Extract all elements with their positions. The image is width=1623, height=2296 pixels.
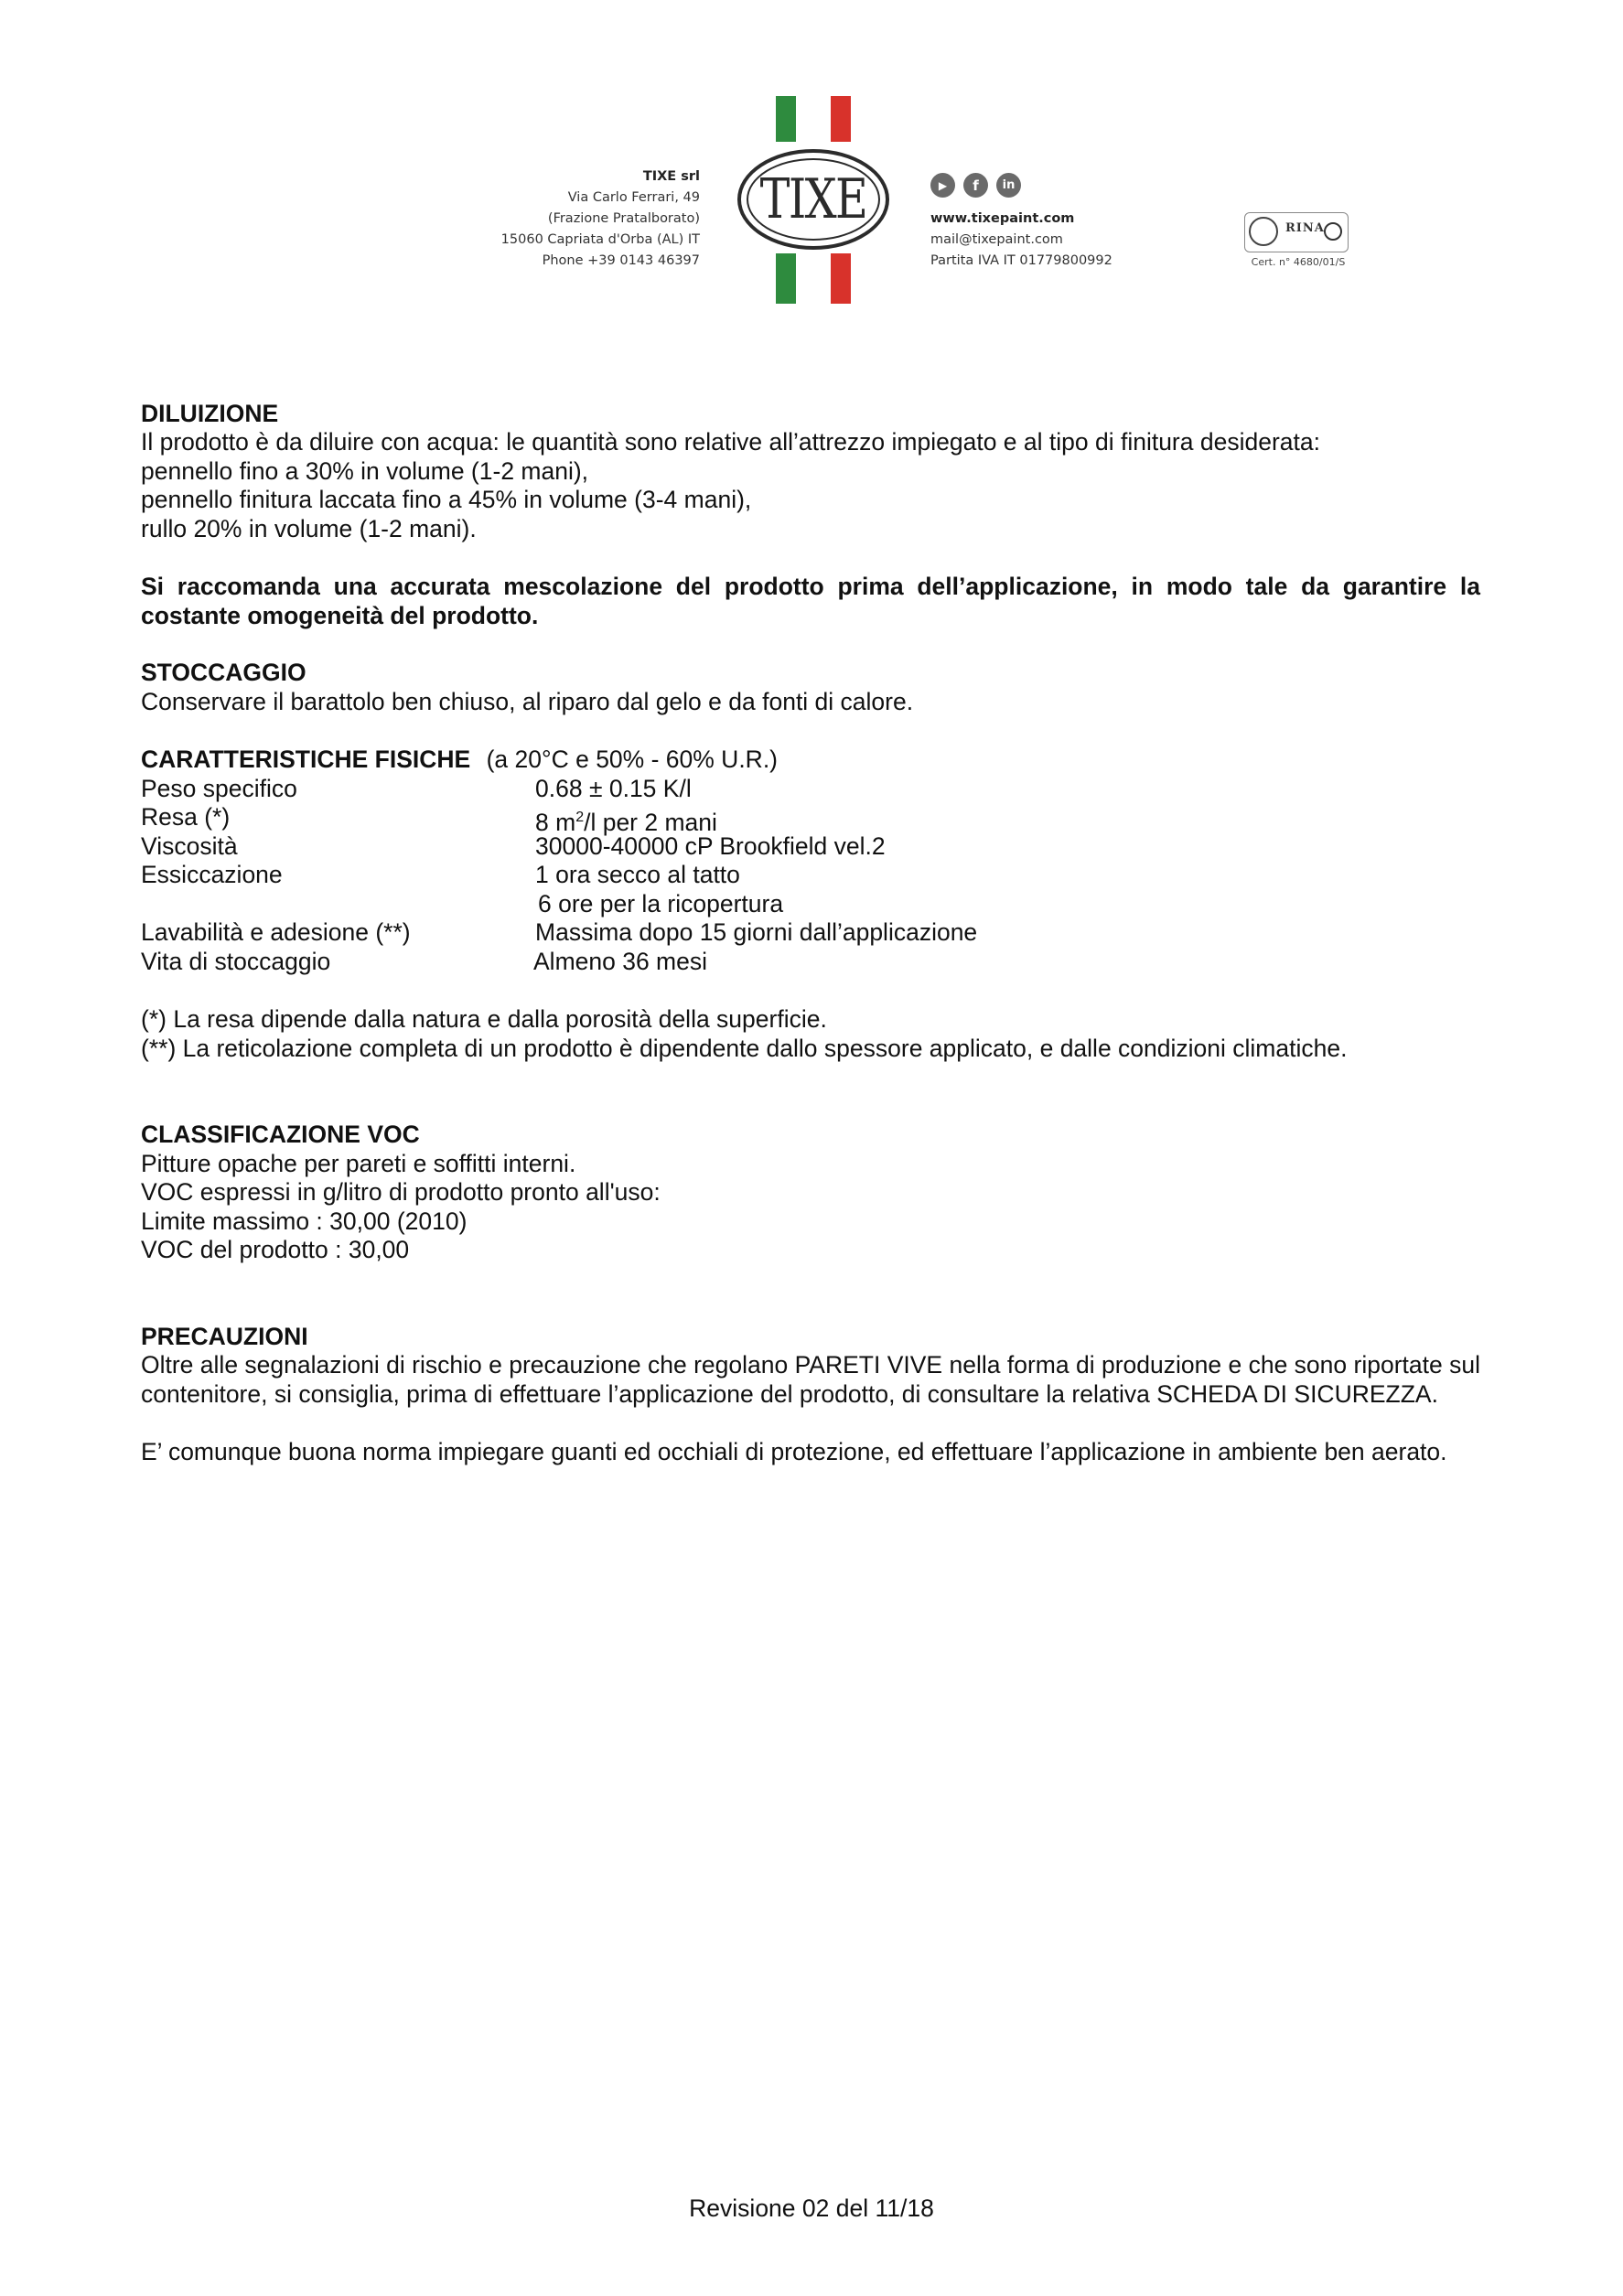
company-contacts (930, 209, 1112, 272)
yield-exponent: 2 (575, 810, 585, 825)
precauzioni-paragraph: Oltre alle segnalazioni di rischio e precauzione che regolano PARETI VIVE nella forma di produzione e che sono riportate sul contenitore, si consiglia, prima di effettuare l’applicazione del prodotto, di consultare la relativa SCHEDA DI SICUREZZA. (141, 1351, 1480, 1408)
address-line: Via Carlo Ferrari, 49 (567, 190, 700, 205)
property-value: 0.68 ± 0.15 K/l (535, 775, 692, 802)
globe-icon (1249, 217, 1278, 246)
voc-line: VOC del prodotto : 30,00 (141, 1236, 410, 1263)
flag-red-top (831, 96, 851, 142)
rina-logo (1244, 212, 1349, 252)
address-line: (Frazione Pratalborato) (547, 211, 700, 226)
caratteristiche-heading (141, 746, 1480, 775)
voc-line: Limite massimo : 30,00 (2010) (141, 1207, 468, 1235)
diluizione-line: pennello finitura laccata fino a 45% in volume (3-4 mani), (141, 486, 752, 513)
flag-green-top (776, 96, 796, 142)
property-value: 1 ora secco al tatto (535, 861, 740, 888)
property-label: Lavabilità e adesione (**) (141, 918, 411, 946)
tixe-logo (730, 96, 900, 308)
property-label: Essiccazione (141, 861, 283, 888)
accreditation-icon (1324, 222, 1342, 241)
diluizione-line: rullo 20% in volume (1-2 mani). (141, 515, 477, 542)
mixing-recommendation: Si raccomanda una accurata mescolazione del prodotto prima dell’applicazione, in modo tale da garantire la costante omogeneità del prodotto. (141, 573, 1480, 629)
linkedin-icon[interactable]: in (996, 173, 1021, 198)
diluizione-line: pennello fino a 30% in volume (1-2 mani), (141, 457, 589, 485)
footnote: (**) La reticolazione completa di un prodotto è dipendente dallo spessore applicato, e dalle condizioni climatiche. (141, 1035, 1348, 1062)
section-title-stoccaggio: STOCCAGGIO (141, 659, 306, 686)
test-conditions: (a 20°C e 50% - 60% U.R.) (486, 746, 779, 773)
email-link[interactable]: mail@tixepaint.com (930, 232, 1063, 247)
logo-text: TIXE (759, 167, 867, 231)
property-label: Peso specifico (141, 775, 297, 802)
certification-badge (1244, 212, 1352, 268)
vat-number: Partita IVA IT 01779800992 (930, 253, 1112, 268)
footnote: (*) La resa dipende dalla natura e dalla porosità della superficie. (141, 1005, 827, 1033)
property-value: Almeno 36 mesi (533, 948, 708, 975)
property-label: Vita di stoccaggio (141, 948, 331, 975)
revision-footer: Revisione 02 del 11/18 (689, 2194, 934, 2222)
property-label: Resa (*) (141, 803, 231, 831)
flag-white-bottom (803, 253, 823, 304)
flag-green-bottom (776, 253, 796, 304)
yield-value-post: /l per 2 mani (584, 808, 717, 836)
website-link[interactable]: www.tixepaint.com (930, 211, 1075, 226)
company-name: TIXE srl (642, 169, 700, 184)
rina-text: RINA (1285, 221, 1325, 235)
property-value: 30000-40000 cP Brookfield vel.2 (535, 832, 886, 860)
facebook-icon[interactable]: f (963, 173, 988, 198)
property-label: Viscosità (141, 832, 238, 860)
cert-number: Cert. n° 4680/01/S (1251, 256, 1346, 268)
section-title-caratteristiche: CARATTERISTICHE FISICHE (141, 746, 471, 773)
property-value: 6 ore per la ricopertura (538, 890, 784, 917)
section-title-precauzioni: PRECAUZIONI (141, 1323, 308, 1350)
address-line: Phone +39 0143 46397 (542, 253, 700, 268)
section-title-diluizione: DILUIZIONE (141, 400, 279, 427)
voc-line: Pitture opache per pareti e soffitti interni. (141, 1150, 576, 1177)
flag-white-top (803, 96, 823, 142)
voc-line: VOC espressi in g/litro di prodotto pronto all'uso: (141, 1178, 661, 1206)
address-line: 15060 Capriata d'Orba (AL) IT (500, 232, 700, 247)
social-links (930, 173, 1021, 198)
stoccaggio-text: Conservare il barattolo ben chiuso, al riparo dal gelo e da fonti di calore. (141, 688, 914, 715)
company-address (494, 166, 700, 272)
flag-red-bottom (831, 253, 851, 304)
section-title-voc: CLASSIFICAZIONE VOC (141, 1121, 420, 1148)
diluizione-line: Il prodotto è da diluire con acqua: le quantità sono relative all’attrezzo impiegato e al tipo di finitura desiderata: (141, 428, 1320, 456)
yield-value-pre: 8 m (535, 808, 576, 836)
precauzioni-paragraph: E’ comunque buona norma impiegare guanti ed occhiali di protezione, ed effettuare l’applicazione in ambiente ben aerato. (141, 1438, 1447, 1465)
property-value: Massima dopo 15 giorni dall’applicazione (535, 918, 978, 946)
youtube-icon[interactable]: ▶ (930, 173, 955, 198)
